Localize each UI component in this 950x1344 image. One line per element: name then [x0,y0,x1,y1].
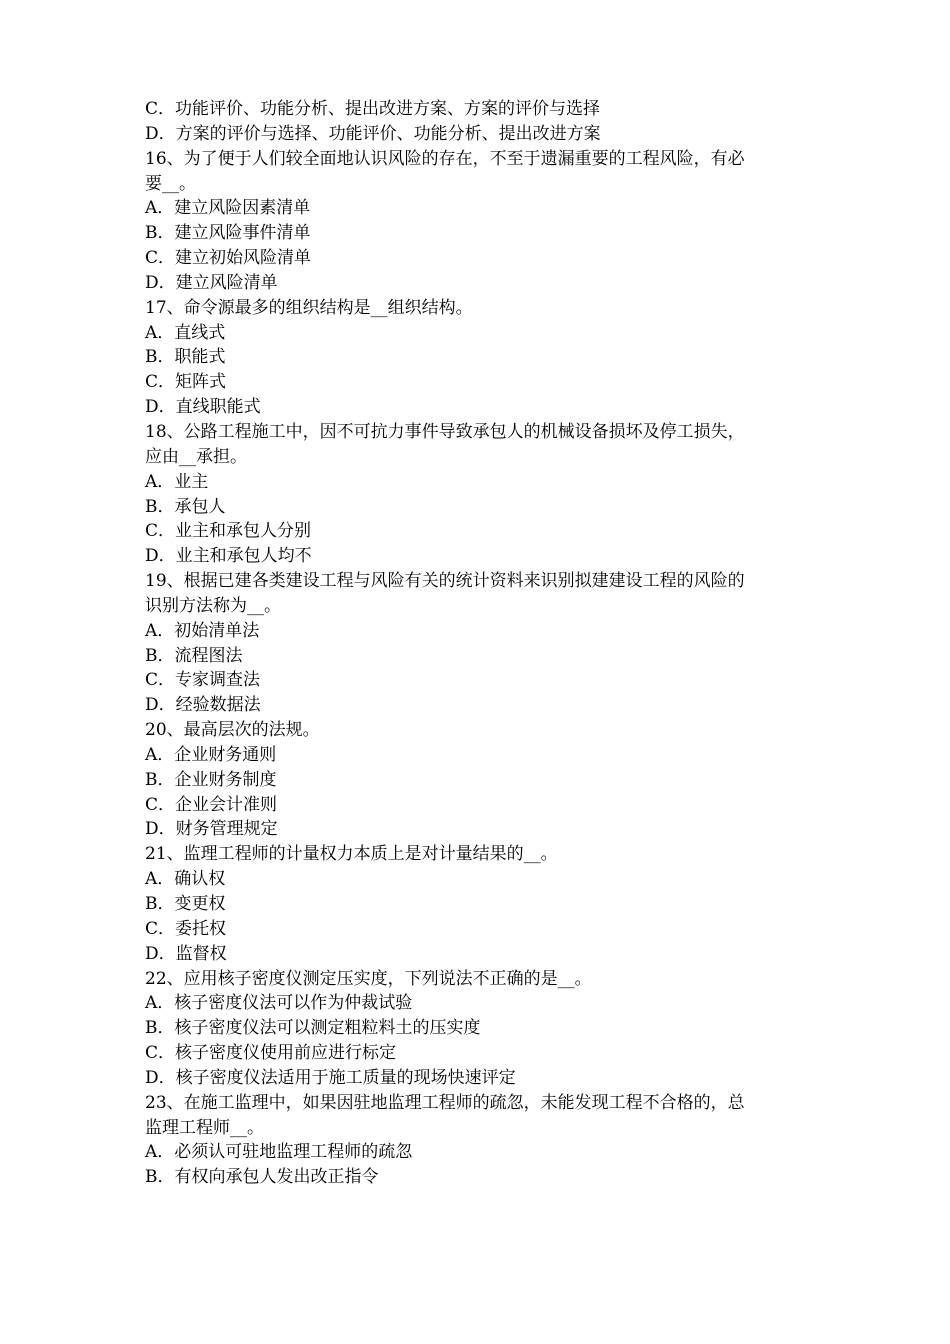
option-line: C．业主和承包人分别 [145,521,312,542]
question-16-line: 要__。 [145,173,196,194]
option-line: C．建立初始风险清单 [145,248,312,269]
option-line: B．变更权 [145,894,226,914]
question-19-line: 识别方法称为__。 [145,595,281,616]
option-line: A．确认权 [145,869,226,890]
question-20-line: 20、最高层次的法规。 [145,720,320,741]
option-line: D．核子密度仪法适用于施工质量的现场快速评定 [145,1067,516,1088]
question-23-line: 监理工程师__。 [145,1117,264,1138]
option-line: A．初始清单法 [145,620,260,641]
option-line: A．核子密度仪法可以作为仲裁试验 [145,993,413,1014]
option-line: C．核子密度仪使用前应进行标定 [145,1043,397,1064]
question-16-line: 16、为了便于人们较全面地认识风险的存在，不至于遗漏重要的工程风险，有必 [145,148,745,169]
question-18-line: 应由__承担。 [145,446,247,467]
option-line: B．核子密度仪法可以测定粗粒料土的压实度 [145,1018,481,1039]
option-line: B．企业财务制度 [145,769,277,790]
option-line: B．有权向承包人发出改正指令 [145,1167,379,1188]
question-22-line: 22、应用核子密度仪测定压实度，下列说法不正确的是__。 [145,968,592,989]
option-line: D．经验数据法 [145,695,261,716]
option-line: B．建立风险事件清单 [145,223,311,244]
option-line: B．承包人 [145,496,226,517]
document-page [145,97,825,1190]
option-line: C．企业会计准则 [145,794,278,815]
option-line: A．建立风险因素清单 [145,198,311,219]
question-18-line: 18、公路工程施工中，因不可抗力事件导致承包人的机械设备损坏及停工损失， [145,421,745,442]
option-line: A．业主 [145,471,209,492]
question-17-line: 17、命令源最多的组织结构是__组织结构。 [145,297,473,318]
option-line: D．监督权 [145,943,227,964]
option-line: A．直线式 [145,322,226,343]
text-line: C．功能评价、功能分析、提出改进方案、方案的评价与选择 [145,99,601,119]
option-line: D．业主和承包人均不 [145,546,312,567]
option-line: C．委托权 [145,918,227,939]
option-line: C．矩阵式 [145,372,227,393]
option-line: C．专家调查法 [145,670,261,691]
text-line: D．方案的评价与选择、功能评价、功能分析、提出改进方案 [145,123,601,144]
question-21-line: 21、监理工程师的计量权力本质上是对计量结果的__。 [145,844,558,865]
option-line: A．必须认可驻地监理工程师的疏忽 [145,1142,413,1163]
option-line: B．流程图法 [145,645,243,666]
option-line: B．职能式 [145,347,226,368]
question-19-line: 19、根据已建各类建设工程与风险有关的统计资料来识别拟建建设工程的风险的 [145,571,745,592]
option-line: D．建立风险清单 [145,272,278,293]
option-line: D．财务管理规定 [145,819,278,840]
option-line: A．企业财务通则 [145,744,277,765]
question-23-line: 23、在施工监理中，如果因驻地监理工程师的疏忽，未能发现工程不合格的，总 [145,1092,745,1113]
option-line: D．直线职能式 [145,397,261,418]
